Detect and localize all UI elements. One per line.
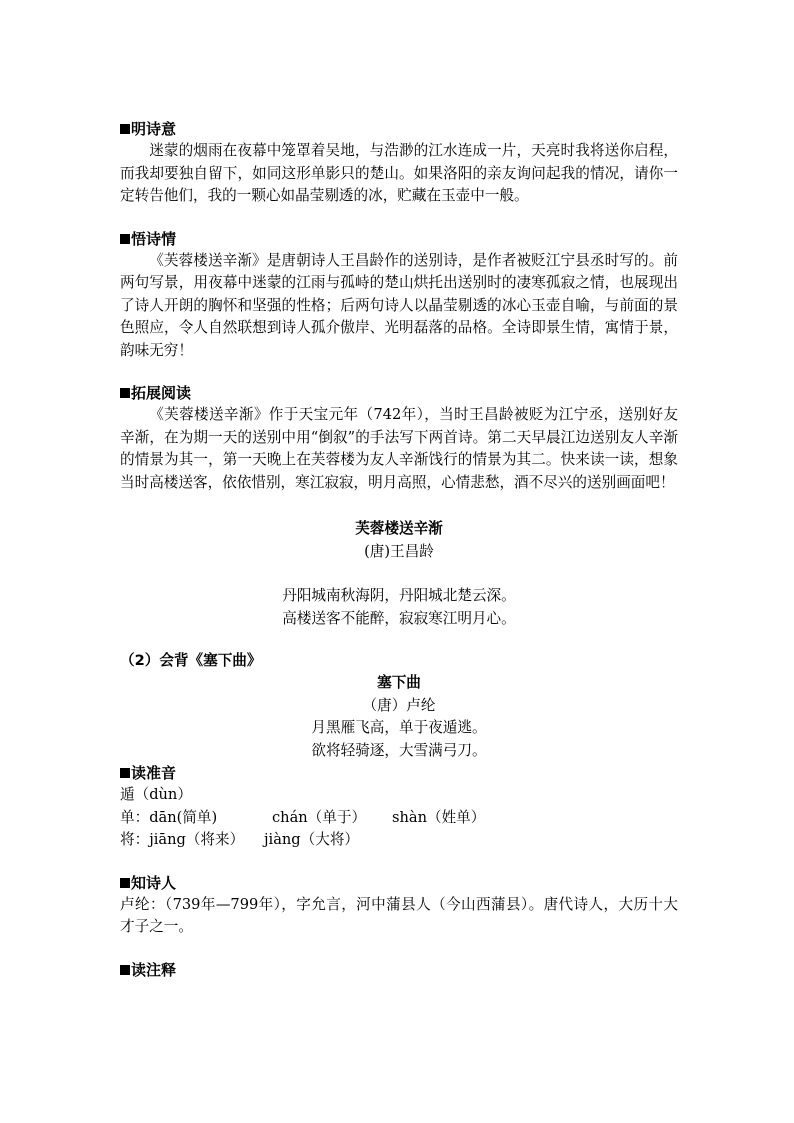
square-bullet-icon: [120, 878, 130, 888]
section-title: 拓展阅读: [131, 384, 192, 402]
section-title: 明诗意: [131, 120, 177, 138]
section-title: 悟诗情: [131, 229, 177, 248]
spacer: [120, 852, 678, 872]
poem-author: （唐）卢纶: [362, 696, 436, 714]
square-bullet-icon: [120, 768, 130, 778]
section-heading-ming-shi-yi: [120, 118, 678, 140]
poem-line: 高楼送客不能醉，寂寂寒江明月心。: [282, 609, 516, 627]
pinyin-item: jiàng（大将）: [264, 831, 360, 848]
spacer: [120, 563, 678, 585]
pinyin-line: [120, 829, 678, 852]
section-heading-zhi-shi-ren: [120, 872, 678, 894]
poem-line: 丹阳城南秋海阴，丹阳城北楚云深。: [282, 587, 516, 604]
pinyin-line: [120, 807, 678, 830]
section-heading-tuo-zhan: [120, 382, 678, 404]
poem-title: 芙蓉楼送辛渐: [355, 520, 443, 537]
poem-title: 塞下曲: [377, 674, 421, 691]
paragraph-tuo-zhan: 《芙蓉楼送辛渐》作于天宝元年（742年），当时王昌龄被贬为江宁丞，送别好友辛渐，在为期一天的送别中用“倒叙”的手法写下两首诗。第二天早晨江边送别友人辛渐的情景为其一，第一天晚上在芙蓉楼为友人辛渐饯行的情景为其二。快来读一读，想象当时高楼送客，依依惜别，寒江寂寂，明月高照，心情悲愁，酒不尽兴的送别画面吧！: [120, 406, 678, 491]
pinyin-item: 单：dān(简单): [120, 808, 218, 826]
spacer: [120, 939, 678, 959]
square-bullet-icon: [120, 965, 130, 975]
section-title: 知诗人: [131, 873, 177, 892]
poem-line: 欲将轻骑逐，大雪满弓刀。: [311, 741, 487, 759]
square-bullet-icon: [120, 124, 130, 134]
poem-author: (唐)王昌龄: [364, 542, 434, 560]
pinyin-item: shàn（姓单）: [392, 808, 486, 826]
paragraph-zhi-shi-ren: 卢纶：（739年—799年），字允言，河中蒲县人（今山西蒲县）。唐代诗人，大历十大才子之一。: [120, 895, 678, 935]
section-heading-du-zhu-shi: [120, 959, 678, 981]
spacer: [120, 208, 678, 228]
spacer: [120, 494, 678, 518]
poem-line: 月黑雁飞高，单于夜遁逃。: [311, 719, 487, 736]
paragraph-wu-shi-qing: 《芙蓉楼送辛渐》是唐朝诗人王昌龄作的送别诗，是作者被贬江宁县丞时写的。前两句写景，用夜幕中迷蒙的江雨与孤峙的楚山烘托出送别时的凄寒孤寂之情，也展现出了诗人开朗的胸怀和坚强的性格；后两句诗人以晶莹剔透的冰心玉壶自喻，与前面的景色照应，令人自然联想到诗人孤介傲岸、光明磊落的品格。全诗即景生情，寓情于景，韵味无穷！: [120, 251, 678, 359]
square-bullet-icon: [120, 388, 130, 398]
square-bullet-icon: [120, 234, 130, 244]
document-content: [120, 118, 678, 981]
section-heading-du-zhun-yin: [120, 762, 678, 784]
part-label: （2）会背《塞下曲》: [120, 652, 262, 669]
pinyin-item: chán（单于）: [272, 808, 367, 826]
paragraph-ming-shi-yi: 迷蒙的烟雨在夜幕中笼罩着吴地，与浩渺的江水连成一片，天亮时我将送你启程，而我却要独自留下，如同这形单影只的楚山。如果洛阳的亲友询问起我的情况，请你一定转告他们，我的一颗心如晶莹剔透的冰，贮藏在玉壶中一般。: [120, 142, 678, 204]
section-title: 读准音: [131, 764, 177, 782]
section-heading-wu-shi-qing: [120, 228, 678, 250]
pinyin-item: 将：jiāng（将来）: [120, 831, 245, 848]
spacer: [120, 362, 678, 382]
section-title: 读注释: [131, 960, 177, 979]
spacer: [120, 630, 678, 650]
pinyin-line: 遁（dùn）: [120, 786, 192, 803]
